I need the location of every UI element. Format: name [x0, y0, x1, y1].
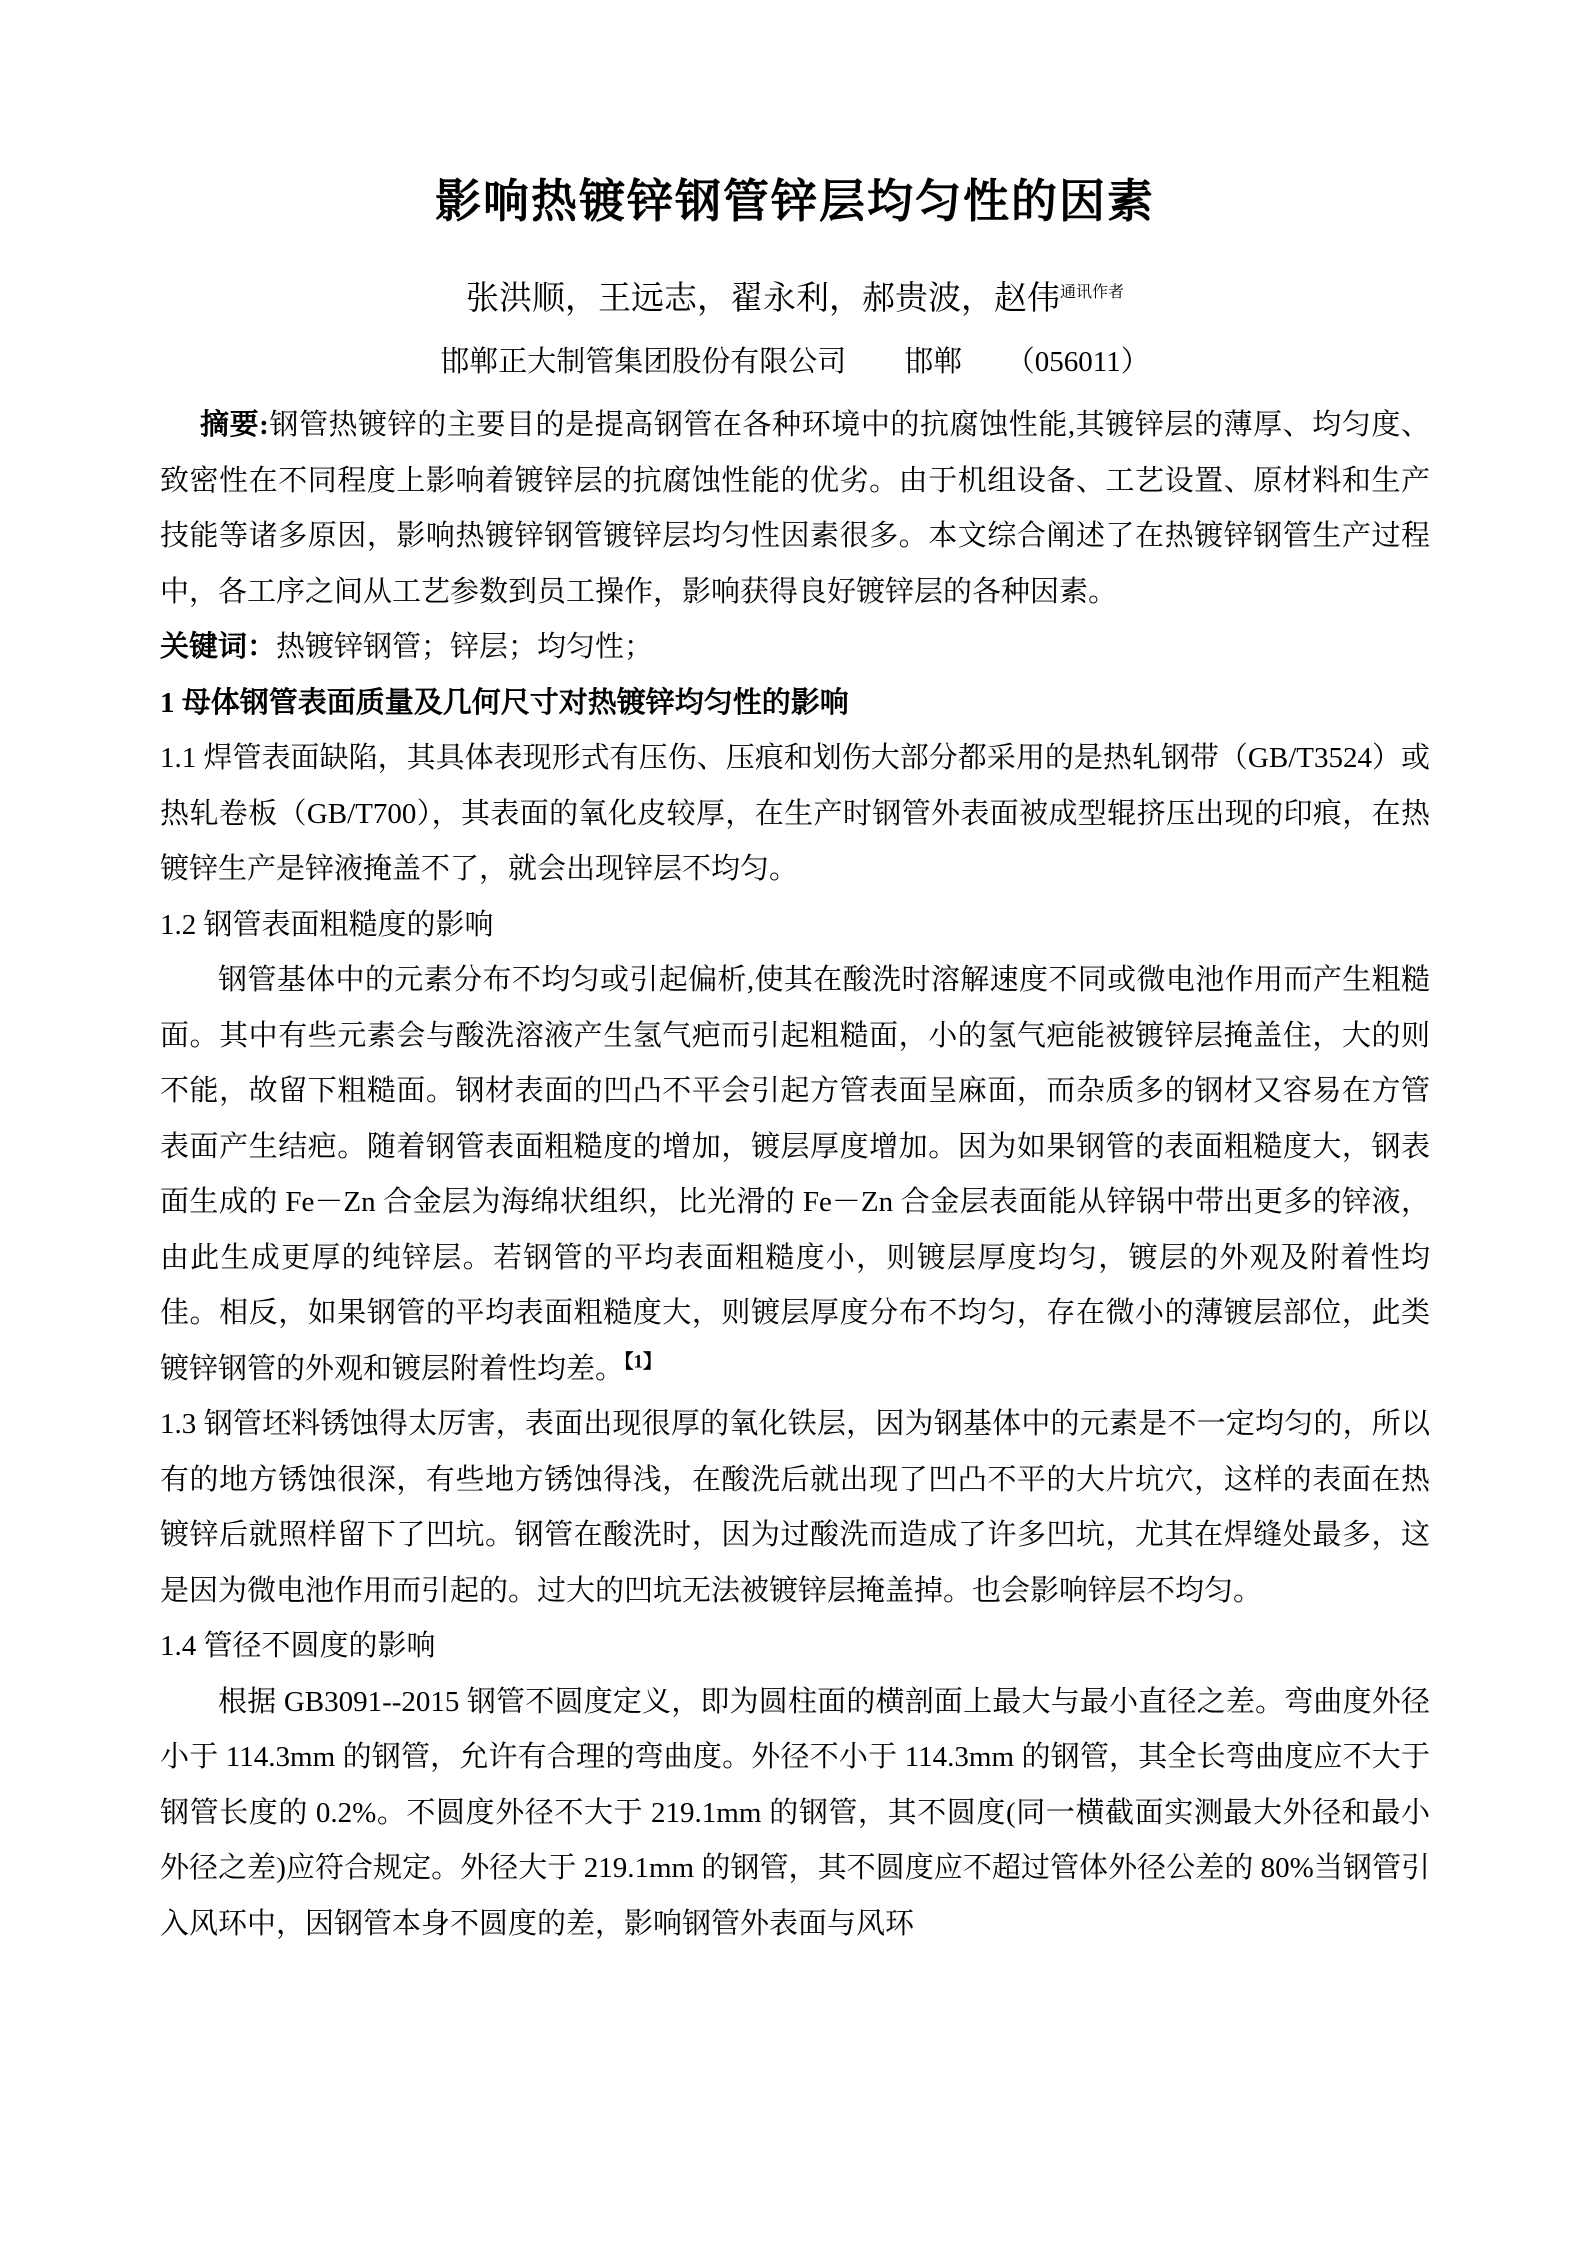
- paper-body: [160, 398, 1430, 1952]
- abstract-paragraph: [160, 398, 1430, 620]
- authors-line: [160, 276, 1430, 322]
- para-1-3: 1.3 钢管坯料锈蚀得太厉害，表面出现很厚的氧化铁层，因为钢基体中的元素是不一定均匀的，所以有的地方锈蚀很深，有些地方锈蚀得浅，在酸洗后就出现了凹凸不平的大片坑穴，这样的表面在热镀锌后就照样留下了凹坑。钢管在酸洗时，因为过酸洗而造成了许多凹坑，尤其在焊缝处最多，这是因为微电池作用而引起的。过大的凹坑无法被镀锌层掩盖掉。也会影响锌层不均匀。: [160, 1408, 1430, 1607]
- heading-1-4: 1.4 管径不圆度的影响: [160, 1630, 436, 1662]
- citation-1-superscript: 【1】: [624, 1350, 663, 1372]
- affiliation-line: 邯郸正大制管集团股份有限公司 邯郸 （056011）: [440, 346, 1150, 378]
- keywords-label: 关键词：: [160, 631, 277, 663]
- abstract-label: 摘要:: [200, 409, 269, 441]
- corresponding-author-superscript: 通讯作者: [1059, 284, 1124, 301]
- keywords-text: 热镀锌钢管；锌层；均匀性；: [276, 631, 654, 663]
- keywords-line: [160, 620, 1430, 676]
- heading-1-2: 1.2 钢管表面粗糙度的影响: [160, 908, 494, 941]
- authors-names: 张洪顺，王远志，翟永利，郝贵波，赵伟: [465, 281, 1060, 317]
- para-1-2: [160, 953, 1430, 1397]
- para-1-2-text: 钢管基体中的元素分布不均匀或引起偏析,使其在酸洗时溶解速度不同或微电池作用而产生粗糙面。其中有些元素会与酸洗溶液产生氢气疤而引起粗糙面，小的氢气疤能被镀锌层掩盖住，大的则不能，故留下粗糙面。钢材表面的凹凸不平会引起方管表面呈麻面，而杂质多的钢材又容易在方管表面产生结疤。随着钢管表面粗糙度的增加，镀层厚度增加。因为如果钢管的表面粗糙度大，钢表面生成的 Fe－Zn 合金层为海绵状组织，比光滑的 Fe－Zn 合金层表面能从锌锅中带出更多的锌液，由此生成更厚的纯锌层。若钢管的平均表面粗糙度小，则镀层厚度均匀，镀层的外观及附着性均佳。相反，如果钢管的平均表面粗糙度大，则镀层厚度分布不均匀，存在微小的薄镀层部位，此类镀锌钢管的外观和镀层附着性均差。: [160, 964, 1430, 1385]
- paper-title: 影响热镀锌钢管锌层均匀性的因素: [435, 176, 1155, 227]
- section-1-heading: 1 母体钢管表面质量及几何尺寸对热镀锌均匀性的影响: [160, 686, 849, 719]
- para-1-4: 根据 GB3091--2015 钢管不圆度定义，即为圆柱面的横剖面上最大与最小直径之差。弯曲度外径小于 114.3mm 的钢管，允许有合理的弯曲度。外径不小于 114.3mm 的钢管，其全长弯曲度应不大于钢管长度的 0.2%。不圆度外径不大于 219.1mm 的钢管，其不圆度(同一横截面实测最大外径和最小外径之差)应符合规定。外径大于 219.1mm 的钢管，其不圆度应不超过管体外径公差的 80%当钢管引入风环中，因钢管本身不圆度的差，影响钢管外表面与风环: [160, 1685, 1430, 1940]
- abstract-text: 钢管热镀锌的主要目的是提高钢管在各种环境中的抗腐蚀性能,其镀锌层的薄厚、均匀度、致密性在不同程度上影响着镀锌层的抗腐蚀性能的优劣。由于机组设备、工艺设置、原材料和生产技能等诸多原因，影响热镀锌钢管镀锌层均匀性因素很多。本文综合阐述了在热镀锌钢管生产过程中，各工序之间从工艺参数到员工操作，影响获得良好镀锌层的各种因素。: [160, 409, 1430, 608]
- para-1-1: 1.1 焊管表面缺陷，其具体表现形式有压伤、压痕和划伤大部分都采用的是热轧钢带（GB/T3524）或热轧卷板（GB/T700），其表面的氧化皮较厚，在生产时钢管外表面被成型辊挤压出现的印痕，在热镀锌生产是锌液掩盖不了，就会出现锌层不均匀。: [160, 742, 1430, 885]
